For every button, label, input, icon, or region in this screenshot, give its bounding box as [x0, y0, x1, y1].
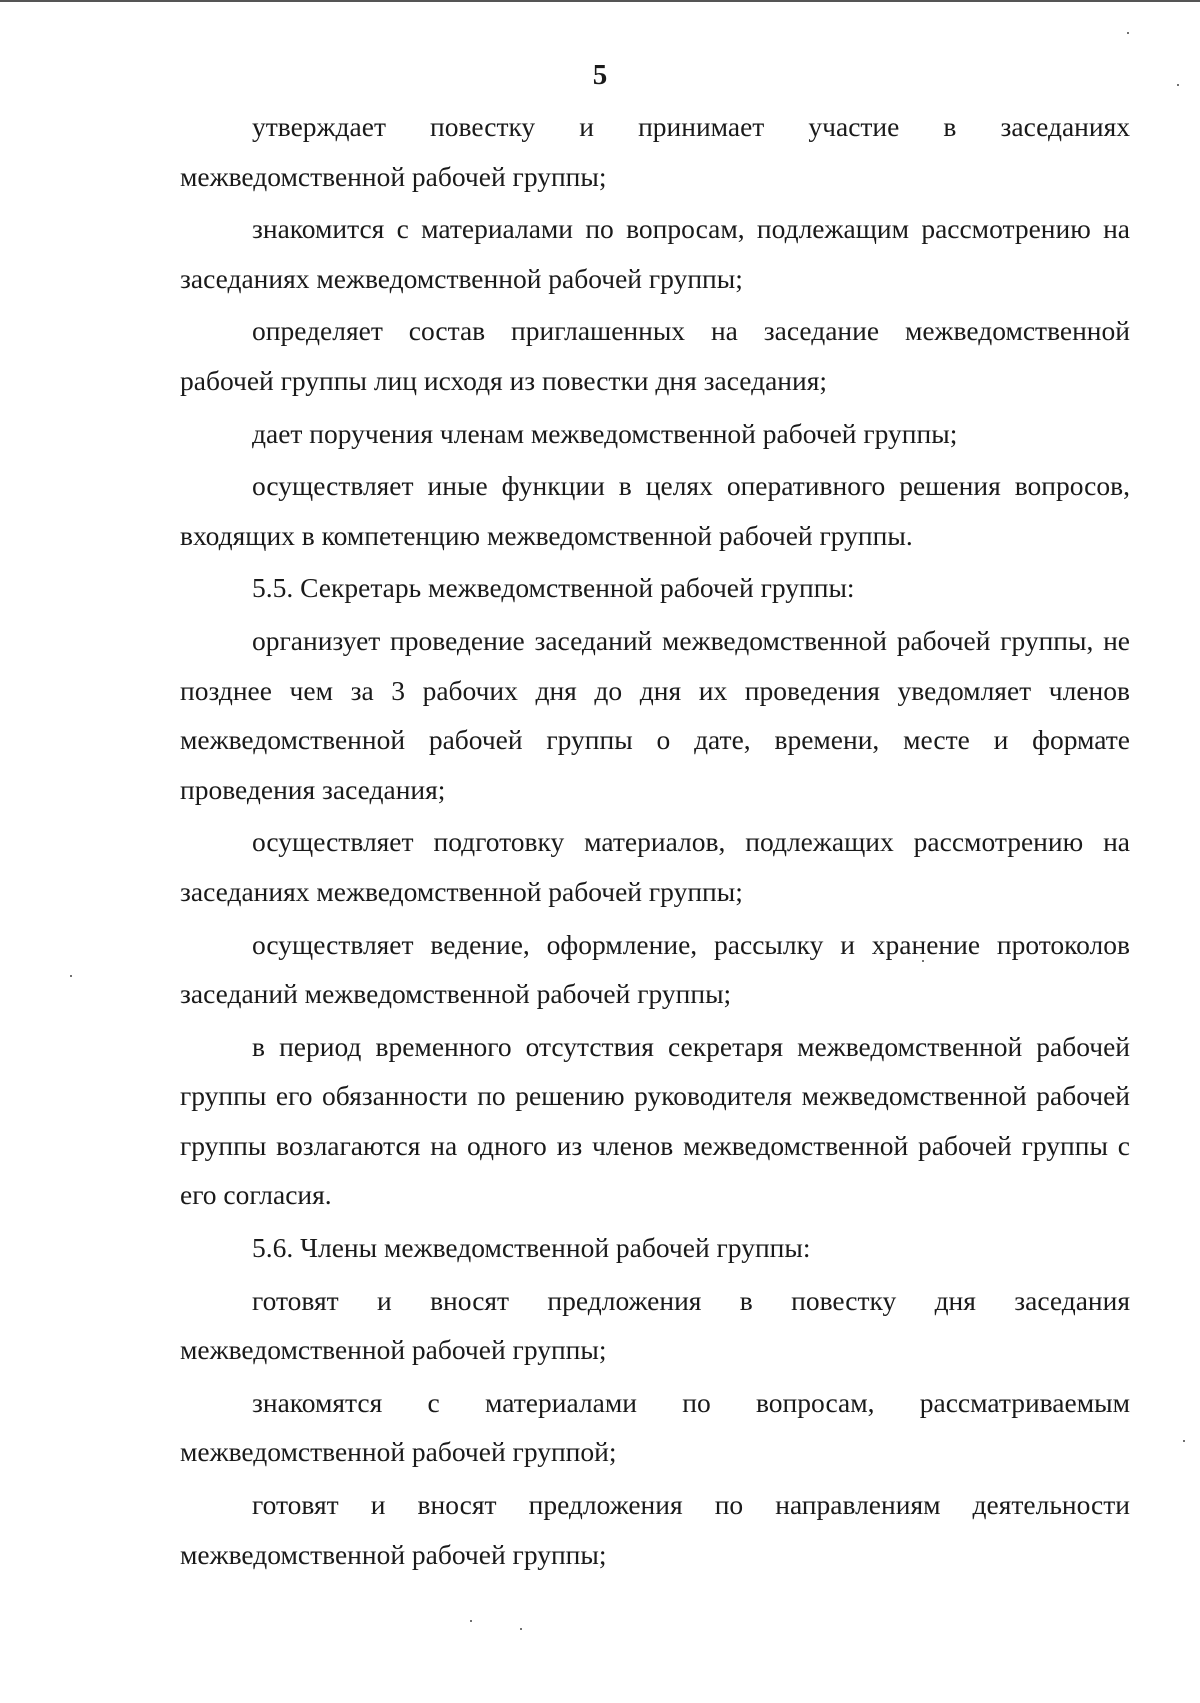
- paragraph: утверждает повестку и принимает участие в заседаниях межведомственной рабочей группы;: [180, 111, 1130, 192]
- scan-speck: [70, 975, 72, 977]
- scan-speck: [1183, 1440, 1185, 1442]
- scan-speck: [470, 1620, 472, 1622]
- section-heading-5-5: 5.5. Секретарь межведомственной рабочей группы:: [252, 572, 855, 604]
- paragraph: организует проведение заседаний межведомственной рабочей группы, не позднее чем за 3 рабочих дня до дня их проведения уведомляет членов межведомственной рабочей группы о дате, времени, месте и формате проведения заседания;: [180, 624, 1130, 805]
- paragraph: дает поручения членам межведомственной рабочей группы;: [252, 417, 958, 449]
- scan-edge: [0, 0, 1200, 2]
- scan-speck: [1127, 32, 1129, 34]
- paragraph: знакомятся с материалами по вопросам, рассматриваемым межведомственной рабочей группой;: [180, 1386, 1130, 1468]
- paragraph: в период временного отсутствия секретаря межведомственной рабочей группы его обязанности по решению руководителя межведомственной рабочей группы возлагаются на одного из членов межведомственной рабочей группы с его согласия.: [180, 1030, 1130, 1211]
- paragraph: осуществляет ведение, оформление, рассылку и хранение протоколов заседаний межведомственной рабочей группы;: [180, 928, 1130, 1010]
- paragraph: знакомится с материалами по вопросам, подлежащим рассмотрению на заседаниях межведомственной рабочей группы;: [180, 213, 1130, 294]
- paragraph: готовят и вносят предложения по направлениям деятельности межведомственной рабочей группы;: [180, 1489, 1130, 1570]
- paragraph: определяет состав приглашенных на заседание межведомственной рабочей группы лиц исходя из повестки дня заседания;: [180, 315, 1130, 396]
- paragraph: осуществляет иные функции в целях оперативного решения вопросов, входящих в компетенцию межведомственной рабочей группы.: [180, 470, 1130, 551]
- section-heading-5-6: 5.6. Члены межведомственной рабочей группы:: [252, 1232, 811, 1264]
- document-body: [180, 102, 1130, 1582]
- scan-speck: [1177, 84, 1179, 86]
- paragraph: осуществляет подготовку материалов, подлежащих рассмотрению на заседаниях межведомственной рабочей группы;: [180, 826, 1130, 907]
- scan-speck: [922, 960, 924, 962]
- scan-speck: [520, 1628, 522, 1630]
- paragraph: готовят и вносят предложения в повестку дня заседания межведомственной рабочей группы;: [180, 1284, 1130, 1366]
- page-number: 5: [592, 59, 608, 91]
